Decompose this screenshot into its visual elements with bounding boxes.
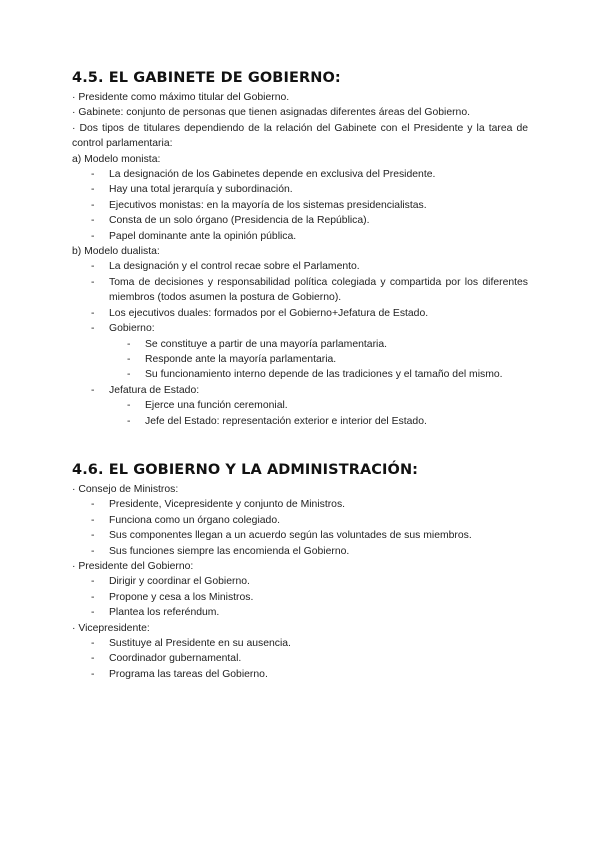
- presidente-label: · Presidente del Gobierno:: [72, 560, 194, 572]
- dash-bullet: -: [127, 400, 131, 412]
- list-item: - Ejecutivos monistas: en la mayoría de los sistemas presidencialistas.: [72, 198, 528, 213]
- dash-bullet: -: [91, 230, 95, 242]
- dash-bullet: -: [91, 169, 95, 181]
- list-item: - Coordinador gubernamental.: [72, 651, 528, 666]
- list-item: - Plantea los referéndum.: [72, 605, 528, 620]
- dash-bullet: -: [91, 607, 95, 619]
- dash-bullet: -: [91, 184, 95, 196]
- dash-bullet: -: [91, 323, 95, 335]
- list-item-jefatura: - Jefatura de Estado:: [72, 383, 528, 398]
- sub-list-item: - Jefe del Estado: representación exterior e interior del Estado.: [72, 414, 528, 429]
- list-item-gobierno: - Gobierno:: [72, 321, 528, 336]
- dash-bullet: -: [91, 276, 95, 288]
- list-item: - Propone y cesa a los Ministros.: [72, 590, 528, 605]
- dash-bullet: -: [91, 215, 95, 227]
- consejo-label: · Consejo de Ministros:: [72, 483, 179, 495]
- monista-label: a) Modelo monista:: [72, 153, 161, 165]
- list-item: - Consta de un solo órgano (Presidencia de la República).: [72, 213, 528, 228]
- sub-list-item: - Responde ante la mayoría parlamentaria.: [72, 352, 528, 367]
- dash-bullet: -: [127, 353, 131, 365]
- list-item: - Toma de decisiones y responsabilidad política colegiada y compartida por los diferentes miembros (todos asumen la postura de Gobierno).: [91, 276, 528, 304]
- dash-bullet: -: [91, 261, 95, 273]
- dash-bullet: -: [127, 415, 131, 427]
- sub-list-item: - Su funcionamiento interno depende de las tradiciones y el tamaño del mismo.: [72, 367, 528, 382]
- list-item: - Hay una total jerarquía y subordinación.: [72, 182, 528, 197]
- vicepresidente-label: · Vicepresidente:: [72, 622, 150, 634]
- dash-bullet: -: [91, 530, 95, 542]
- intro-line: · Gabinete: conjunto de personas que tienen asignadas diferentes áreas del Gobierno.: [72, 107, 471, 119]
- document-page: [72, 70, 528, 682]
- list-item: - La designación de los Gabinetes depende en exclusiva del Presidente.: [72, 167, 528, 182]
- dash-bullet: -: [127, 369, 131, 381]
- list-item: - Presidente, Vicepresidente y conjunto de Ministros.: [72, 497, 528, 512]
- dash-bullet: -: [91, 591, 95, 603]
- dash-bullet: -: [127, 338, 131, 350]
- dash-bullet: -: [91, 638, 95, 649]
- sub-list-item: - Se constituye a partir de una mayoría parlamentaria.: [72, 337, 528, 352]
- dash-bullet: -: [91, 668, 95, 680]
- intro-line: · Dos tipos de titulares dependiendo de la relación del Gabinete con el Presidente y la tarea de control parlamentaria:: [72, 122, 528, 150]
- sub-list-item: - Ejerce una función ceremonial.: [72, 398, 528, 413]
- list-item: - Los ejecutivos duales: formados por el Gobierno+Jefatura de Estado.: [72, 306, 528, 321]
- dash-bullet: -: [91, 576, 95, 588]
- list-item: - Funciona como un órgano colegiado.: [72, 513, 528, 528]
- dualista-label: b) Modelo dualista:: [72, 246, 160, 258]
- list-item: - Sus funciones siempre las encomienda el Gobierno.: [72, 544, 528, 559]
- dash-bullet: -: [91, 514, 95, 526]
- dash-bullet: -: [91, 545, 95, 557]
- list-item: - La designación y el control recae sobre el Parlamento.: [72, 259, 528, 274]
- dash-bullet: -: [91, 307, 95, 319]
- list-item: - Sus componentes llegan a un acuerdo según las voluntades de sus miembros.: [72, 528, 528, 543]
- section-heading-administracion: 4.6. EL GOBIERNO Y LA ADMINISTRACIÓN:: [72, 461, 419, 478]
- dash-bullet: -: [91, 199, 95, 211]
- dash-bullet: -: [91, 384, 95, 396]
- dash-bullet: -: [91, 499, 95, 511]
- intro-line: · Presidente como máximo titular del Gobierno.: [72, 92, 290, 103]
- list-item: - Papel dominante ante la opinión pública.: [72, 229, 528, 244]
- list-item: - Dirigir y coordinar el Gobierno.: [72, 574, 528, 589]
- dash-bullet: -: [91, 653, 95, 665]
- section-heading-gabinete: 4.5. EL GABINETE DE GOBIERNO:: [72, 70, 341, 86]
- list-item: - Sustituye al Presidente en su ausencia.: [72, 636, 528, 651]
- list-item: - Programa las tareas del Gobierno.: [72, 667, 528, 682]
